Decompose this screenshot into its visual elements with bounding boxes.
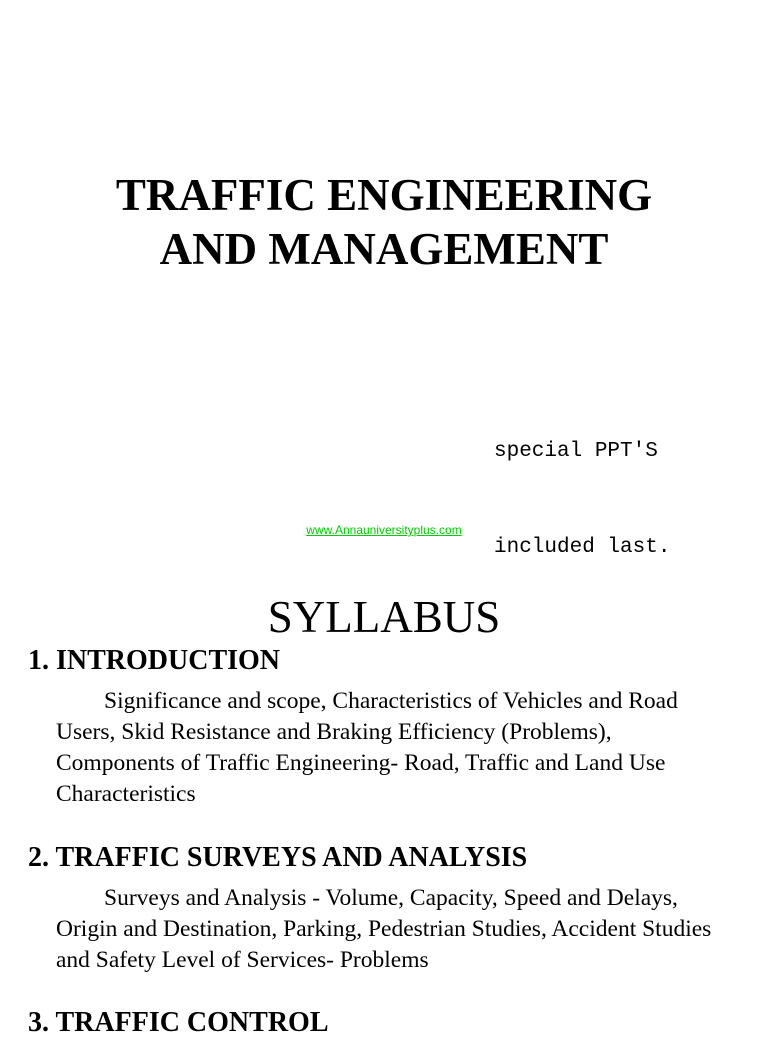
section-title: 3. TRAFFIC CONTROL xyxy=(28,1007,329,1038)
section-body: Surveys and Analysis - Volume, Capacity, Speed and Delays, Origin and Destination, Parking, Pedestrian Studies, Accident Studies and Safety Level of Services- Problems xyxy=(56,885,712,973)
section-title: 1. INTRODUCTION xyxy=(28,645,281,676)
title-line-2: AND MANAGEMENT xyxy=(159,224,609,274)
note-line-1: special PPT'S xyxy=(494,440,658,463)
section-body: Significance and scope, Characteristics of Vehicles and Road Users, Skid Resistance and Braking Efficiency (Problems), Components of Traffic Engineering- Road, Traffic and Land Use Characteristics xyxy=(56,688,678,807)
syllabus-section-introduction xyxy=(28,644,748,810)
syllabus-section-traffic-surveys xyxy=(28,841,748,976)
website-link-container xyxy=(0,522,768,538)
title-line-1: TRAFFIC ENGINEERING xyxy=(115,170,653,220)
document-title xyxy=(0,168,768,276)
syllabus-section-traffic-control xyxy=(28,1006,748,1040)
note-line-2: included last. xyxy=(494,536,671,559)
website-link[interactable]: www.Annauniversityplus.com xyxy=(306,523,462,537)
section-title: 2. TRAFFIC SURVEYS AND ANALYSIS xyxy=(28,842,528,873)
syllabus-heading: SYLLABUS xyxy=(267,592,501,642)
